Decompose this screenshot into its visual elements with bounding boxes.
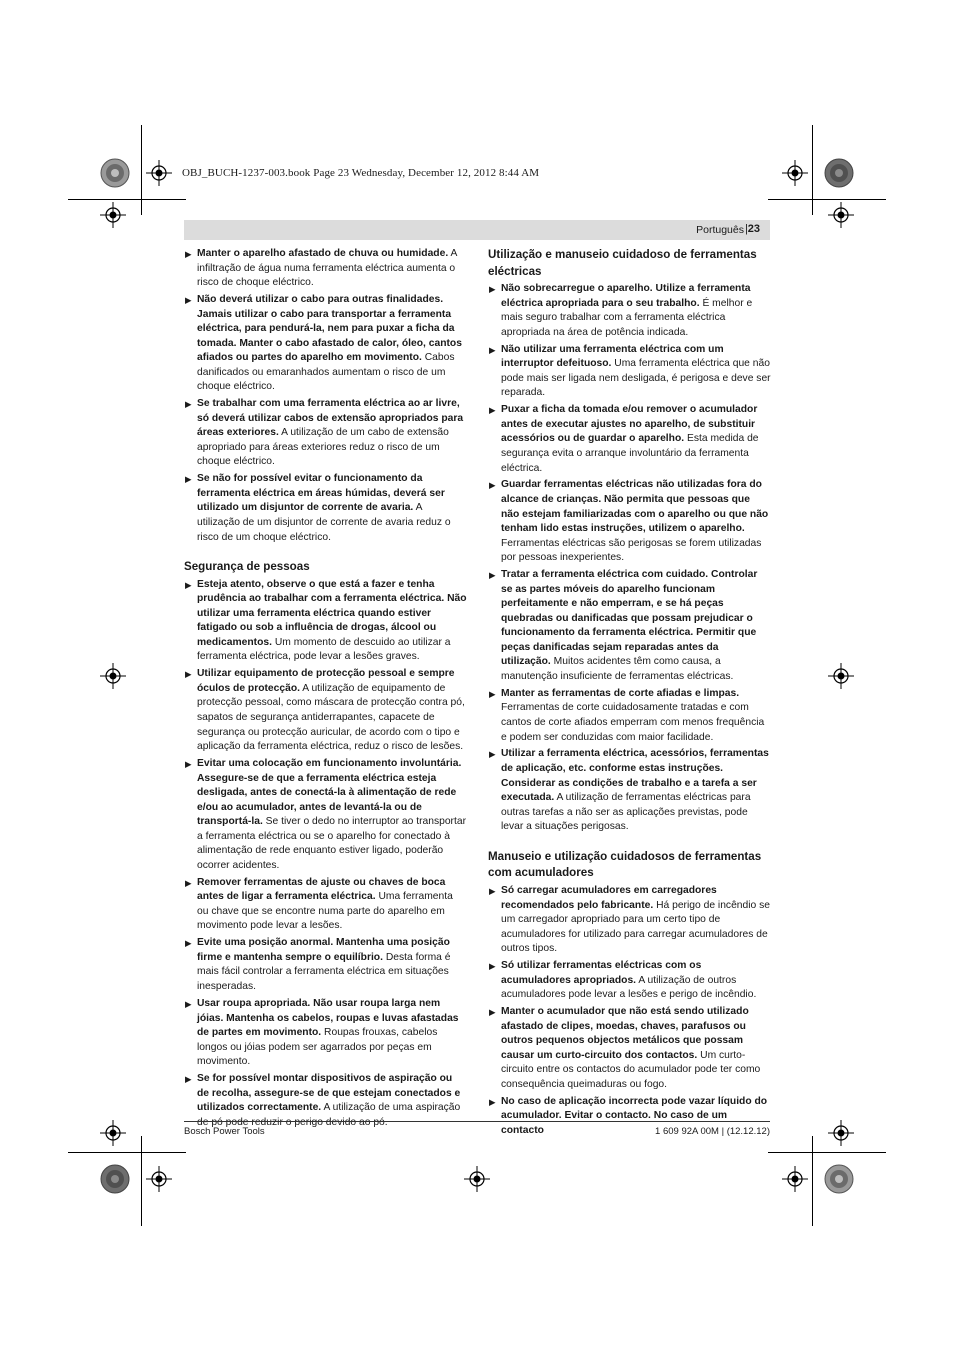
item-instruction: Manter o aparelho afastado de chuva ou humidade. bbox=[197, 248, 449, 259]
personal-safety-list bbox=[184, 578, 467, 1131]
left-column bbox=[184, 247, 467, 1133]
crop-mark bbox=[68, 199, 186, 200]
item-instruction: Utilizar a ferramenta eléctrica, acessórios, ferramentas de aplicação, etc. conforme estas instruções. Considerar as condições de trabalho e a tarefa a ser executada. bbox=[501, 748, 769, 804]
item-instruction: Manter o acumulador que não está sendo utilizado afastado de clipes, moedas, chaves, parafusos ou outros pequenos objectos metálicos que possam causar um curto-circuito dos contactos. bbox=[501, 1006, 749, 1061]
page-number: 23 bbox=[747, 223, 760, 235]
list-item bbox=[184, 936, 467, 994]
item-instruction: Se for possível montar dispositivos de aspiração ou de recolha, assegure-se de que estejam conectados e utilizados correctamente. bbox=[197, 1073, 461, 1114]
bullet-triangle-icon: ▶ bbox=[489, 1007, 496, 1018]
item-explanation: A utilização de um disjuntor de corrente de avaria reduz o risco de um choque eléctrico. bbox=[197, 502, 451, 543]
crop-mark bbox=[68, 1152, 186, 1153]
item-explanation: Cabos danificados ou emaranhados aumentam o risco de um choque eléctrico. bbox=[197, 352, 455, 393]
bullet-triangle-icon: ▶ bbox=[185, 1074, 192, 1085]
list-item bbox=[184, 876, 467, 934]
bullet-triangle-icon: ▶ bbox=[185, 579, 192, 590]
crop-mark bbox=[141, 1136, 142, 1226]
item-instruction: Se trabalhar com uma ferramenta eléctrica ao ar livre, só deverá utilizar cabos de extensão apropriados para áreas exteriores. bbox=[197, 398, 464, 439]
section-title-battery-tools: Manuseio e utilização cuidadosos de ferramentas com acumuladores bbox=[488, 849, 762, 880]
list-item bbox=[184, 667, 467, 754]
footer-document-code: 1 609 92A 00M | (12.12.12) bbox=[655, 1126, 770, 1137]
item-explanation: Ferramentas eléctricas são perigosas se forem utilizadas por pessoas inexperientes. bbox=[501, 537, 762, 564]
item-instruction: Não sobrecarregue o aparelho. Utilize a ferramenta eléctrica apropriada para o seu trabalho. bbox=[501, 283, 751, 309]
right-column bbox=[488, 247, 771, 1141]
item-instruction: Só carregar acumuladores em carregadores recomendados pelo fabricante. bbox=[501, 884, 717, 911]
color-target-icon bbox=[824, 158, 854, 188]
item-instruction: Evitar uma colocação em funcionamento involuntária. Assegure-se de que a ferramenta eléctrica esteja desligada, antes de conectá-la à alimentação de rede e/ou ao acumulador, antes de levantá-la ou de transportá-la. bbox=[197, 758, 462, 828]
bullet-triangle-icon: ▶ bbox=[185, 399, 192, 410]
item-instruction: No caso de aplicação incorrecta pode vazar líquido do acumulador. Evitar o contacto. No caso de um contacto bbox=[501, 1095, 768, 1136]
header-separator: | bbox=[745, 223, 748, 235]
item-explanation: A utilização de outros acumuladores pode levar a lesões e perigo de incêndio. bbox=[501, 974, 757, 1001]
item-explanation: Muitos acidentes têm como causa, a manutenção insuficiente de ferramentas eléctricas. bbox=[501, 656, 734, 682]
item-explanation: Uma ferramenta eléctrica que não pode mais ser ligada nem desligada, é perigosa e deve ser reparada. bbox=[501, 358, 771, 399]
list-item bbox=[184, 578, 467, 665]
list-item bbox=[488, 568, 771, 684]
item-explanation: Ferramentas de corte cuidadosamente tratadas e com cantos de corte afiados emperram com menos frequência e podem ser conduzidas com maior facilidade. bbox=[501, 702, 765, 743]
item-instruction: Evite uma posição anormal. Mantenha uma posição firme e mantenha sempre o equilíbrio. bbox=[197, 937, 450, 963]
registration-mark-icon bbox=[464, 1166, 490, 1192]
bullet-triangle-icon: ▶ bbox=[489, 284, 496, 295]
registration-mark-icon bbox=[100, 202, 126, 228]
item-instruction: Não utilizar uma ferramenta eléctrica com um interruptor defeituoso. bbox=[501, 343, 724, 370]
color-target-icon bbox=[100, 158, 130, 188]
list-item bbox=[488, 884, 771, 957]
bullet-triangle-icon: ▶ bbox=[489, 480, 496, 491]
bullet-triangle-icon: ▶ bbox=[489, 405, 496, 416]
crop-mark bbox=[768, 199, 886, 200]
item-explanation: Esta medida de segurança evita o arranque involuntário da ferramenta eléctrica. bbox=[501, 433, 759, 474]
item-explanation: Roupas frouxas, cabelos longos ou jóias podem ser agarrados por peças em movimento. bbox=[197, 1027, 438, 1068]
list-item bbox=[184, 997, 467, 1070]
battery-tools-list bbox=[488, 884, 771, 1138]
list-item bbox=[488, 959, 771, 1003]
item-instruction: Não deverá utilizar o cabo para outras finalidades. Jamais utilizar o cabo para transportar a ferramenta eléctrica, para pendurá-la, nem para puxar a ficha da tomada. Manter o cabo afastado de calor, óleo, cantos afiados ou partes do aparelho em movimento. bbox=[197, 294, 462, 364]
item-instruction: Usar roupa apropriada. Não usar roupa larga nem jóias. Mantenha os cabelos, roupas e luvas afastadas de partes em movimento. bbox=[197, 997, 459, 1039]
item-explanation: A utilização de uma aspiração de pó pode reduzir o perigo devido ao pó. bbox=[197, 1102, 461, 1128]
item-explanation: A infiltração de água numa ferramenta eléctrica aumenta o risco de choque eléctrico. bbox=[197, 248, 457, 289]
tool-use-list bbox=[488, 282, 771, 835]
item-explanation: Há perigo de incêndio se um carregador apropriado para um certo tipo de acumuladores for utilizado para carregar acumuladores de outros tipos. bbox=[501, 899, 770, 955]
registration-mark-icon bbox=[782, 1166, 808, 1192]
bullet-triangle-icon: ▶ bbox=[185, 877, 192, 888]
item-instruction: Esteja atento, observe o que está a fazer e tenha prudência ao trabalhar com a ferramenta eléctrica. Não utilizar uma ferramenta eléctrica quando estiver fatigado ou sob a influência de drogas, álcool ou medicamentos. bbox=[197, 578, 467, 648]
crop-mark bbox=[812, 125, 813, 215]
item-explanation: Um momento de descuido ao utilizar a ferramenta eléctrica, pode levar a lesões graves. bbox=[197, 636, 451, 663]
list-item bbox=[488, 478, 771, 565]
bullet-triangle-icon: ▶ bbox=[185, 759, 192, 770]
list-item bbox=[488, 282, 771, 340]
bullet-triangle-icon: ▶ bbox=[489, 961, 496, 972]
item-instruction: Tratar a ferramenta eléctrica com cuidado. Controlar se as partes móveis do aparelho funcionam perfeitamente e não emperram, e se há peças quebradas ou danificadas que possam prejudicar o funcionamento da ferramenta eléctrica. Permitir que peças danificadas sejam reparadas antes da utilização. bbox=[501, 569, 758, 668]
item-instruction: Puxar a ficha da tomada e/ou remover o acumulador antes de executar ajustes no aparelho, de substituir acessórios ou de guardar o aparelho. bbox=[501, 404, 758, 445]
list-item bbox=[184, 397, 467, 470]
color-target-icon bbox=[100, 1164, 130, 1194]
bullet-triangle-icon: ▶ bbox=[489, 344, 496, 355]
bullet-triangle-icon: ▶ bbox=[489, 570, 496, 581]
item-instruction: Remover ferramentas de ajuste ou chaves de boca antes de ligar a ferramenta eléctrica. bbox=[197, 876, 446, 903]
item-instruction: Manter as ferramentas de corte afiadas e limpas. bbox=[501, 687, 740, 699]
list-item bbox=[488, 1005, 771, 1092]
registration-mark-icon bbox=[782, 160, 808, 186]
list-item bbox=[488, 687, 771, 745]
list-item bbox=[488, 747, 771, 834]
registration-mark-icon bbox=[828, 663, 854, 689]
page-header bbox=[184, 220, 770, 240]
item-explanation: A utilização de equipamento de protecção pessoal, como máscara de protecção contra pó, sapatos de segurança antiderrapantes, capacete de segurança ou protecção auricular, de acordo com o tipo e aplicação da ferramenta eléctrica, reduz o risco de lesões. bbox=[197, 682, 465, 753]
bullet-triangle-icon: ▶ bbox=[185, 669, 192, 680]
bullet-triangle-icon: ▶ bbox=[489, 885, 496, 896]
item-explanation: A utilização de um cabo de extensão apropriado para áreas exteriores reduz o risco de um choque eléctrico. bbox=[197, 427, 449, 468]
registration-mark-icon bbox=[100, 663, 126, 689]
registration-mark-icon bbox=[146, 160, 172, 186]
registration-mark-icon bbox=[828, 202, 854, 228]
footer-divider bbox=[184, 1121, 770, 1122]
header-language: Português bbox=[696, 224, 744, 236]
item-instruction: Utilizar equipamento de protecção pessoal e sempre óculos de protecção. bbox=[197, 668, 455, 694]
item-explanation: Desta forma é mais fácil controlar a ferramenta eléctrica em situações inesperadas. bbox=[197, 951, 451, 993]
list-item bbox=[184, 472, 467, 545]
footer-brand: Bosch Power Tools bbox=[184, 1126, 265, 1137]
section-title-personal-safety: Segurança de pessoas bbox=[184, 560, 310, 574]
bullet-triangle-icon: ▶ bbox=[185, 998, 192, 1009]
list-item bbox=[488, 343, 771, 401]
bullet-triangle-icon: ▶ bbox=[185, 295, 192, 306]
crop-mark bbox=[141, 125, 142, 215]
section-title-tool-use: Utilização e manuseio cuidadoso de ferramentas eléctricas bbox=[488, 248, 757, 278]
list-item bbox=[488, 403, 771, 476]
item-explanation: Se tiver o dedo no interruptor ao transportar a ferramenta eléctrica ou se o aparelho for conectado à alimentação de rede enquanto estiver ligado, poderão ocorrer acidentes. bbox=[197, 816, 467, 871]
item-instruction: Só utilizar ferramentas eléctricas com os acumuladores apropriados. bbox=[501, 960, 702, 986]
item-explanation: A utilização de ferramentas eléctricas para outras tarefas a não ser as aplicações previstas, pode levar a situações perigosas. bbox=[501, 792, 751, 833]
registration-mark-icon bbox=[828, 1120, 854, 1146]
crop-mark bbox=[812, 1136, 813, 1226]
print-info-line: OBJ_BUCH-1237-003.book Page 23 Wednesday, December 12, 2012 8:44 AM bbox=[182, 167, 540, 179]
bullet-triangle-icon: ▶ bbox=[489, 749, 496, 760]
color-target-icon bbox=[824, 1164, 854, 1194]
intro-list bbox=[184, 247, 467, 545]
item-explanation: Um curto-circuito entre os contactos do acumulador pode ter como consequência queimaduras ou fogo. bbox=[501, 1049, 761, 1090]
item-instruction: Se não for possível evitar o funcionamento da ferramenta eléctrica em áreas húmidas, deverá ser utilizado um disjuntor de corrente de avaria. bbox=[197, 473, 445, 514]
registration-mark-icon bbox=[100, 1120, 126, 1146]
list-item bbox=[184, 293, 467, 395]
item-explanation: É melhor e mais seguro trabalhar com a ferramenta eléctrica apropriada na área de potência indicada. bbox=[501, 297, 753, 338]
list-item bbox=[184, 247, 467, 291]
bullet-triangle-icon: ▶ bbox=[185, 474, 192, 485]
bullet-triangle-icon: ▶ bbox=[185, 249, 192, 259]
bullet-triangle-icon: ▶ bbox=[185, 938, 192, 949]
list-item bbox=[184, 757, 467, 873]
crop-mark bbox=[768, 1152, 886, 1153]
registration-mark-icon bbox=[146, 1166, 172, 1192]
bullet-triangle-icon: ▶ bbox=[489, 1096, 496, 1107]
item-instruction: Guardar ferramentas eléctricas não utilizadas fora do alcance de crianças. Não permita que pessoas que não estejam familiarizadas com o aparelho ou que não tenham lido estas instruções, utilizem o aparelho. bbox=[501, 479, 769, 535]
bullet-triangle-icon: ▶ bbox=[489, 688, 496, 699]
item-explanation: Uma ferramenta ou chave que se encontre numa parte do aparelho em movimento pode levar a lesões. bbox=[197, 891, 453, 932]
